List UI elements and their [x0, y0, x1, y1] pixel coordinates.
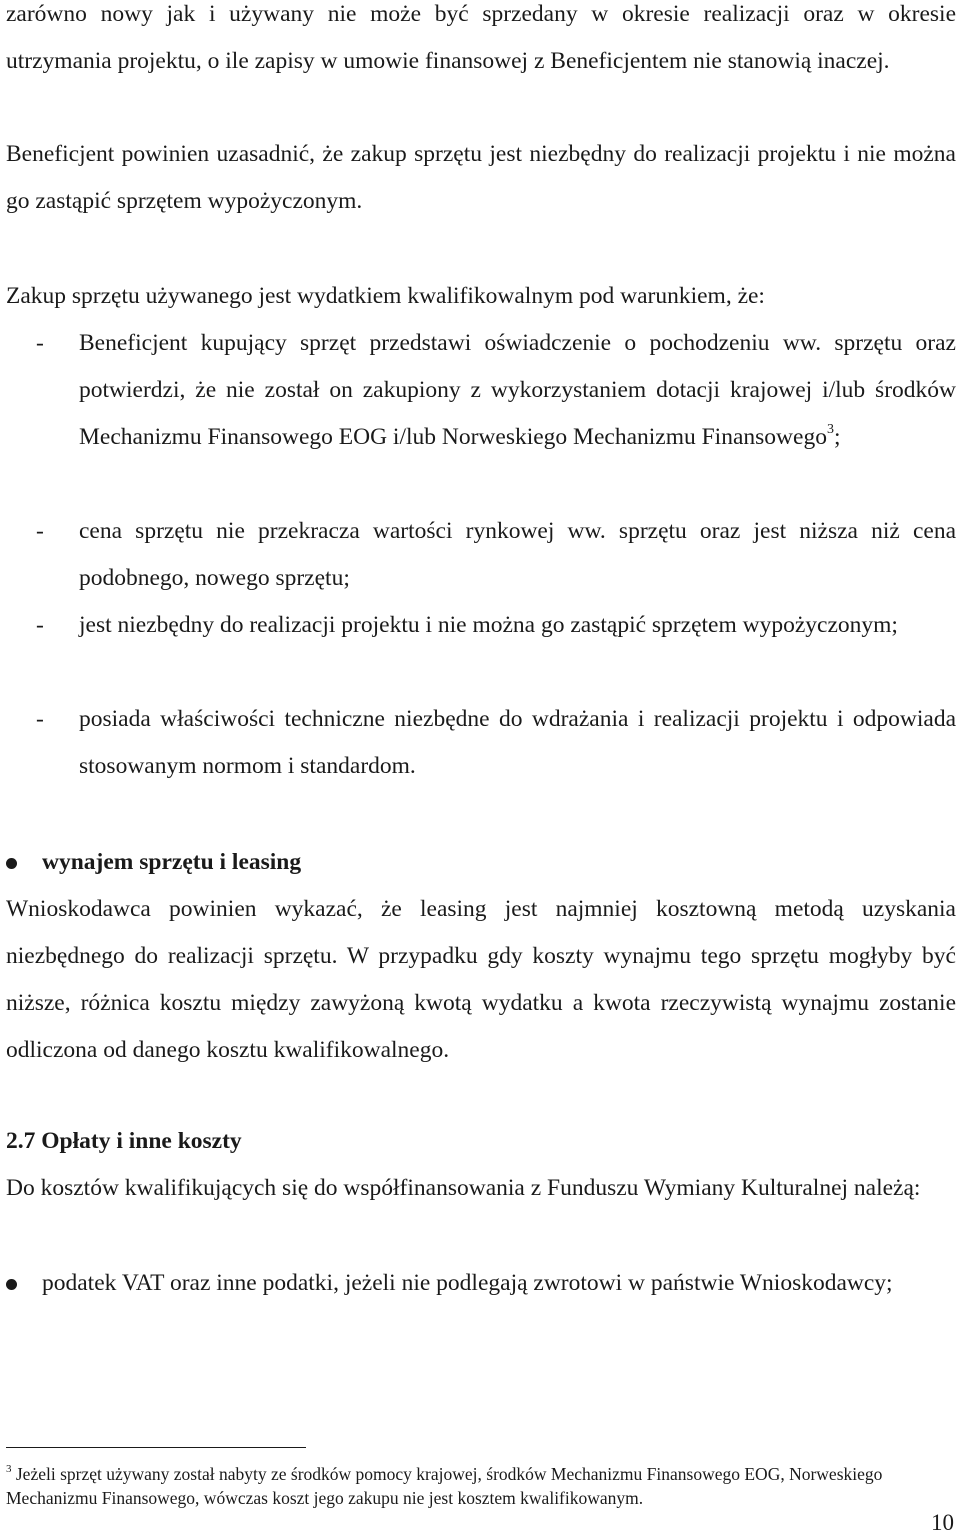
footnote-number: 3 [6, 1463, 12, 1475]
condition-suffix: ; [833, 424, 841, 450]
list-dash: - [36, 612, 44, 638]
paragraph-leasing: Wnioskodawca powinien wykazać, że leasing jest najmniej kosztowną metodą uzyskania niezbędnego do realizacji sprzętu. W przypadku gdy koszty wynajmu tego sprzętu mogłyby być niższe, różnica kosztu między zawyżoną kwotą wydatku a kwota rzeczywistą wynajmu zostanie odliczona od danego kosztu kwalifikowalnego. [6, 896, 956, 1063]
list-dash: - [36, 706, 44, 732]
condition-text: jest niezbędny do realizacji projektu i nie można go zastąpić sprzętem wypożyczonym; [79, 612, 898, 638]
bullet-icon [6, 858, 17, 869]
condition-text: posiada właściwości techniczne niezbędne do wdrażania i realizacji projektu i odpowiada stosowanym normom i standardom. [79, 706, 956, 779]
bullet-text-vat: podatek VAT oraz inne podatki, jeżeli nie podlegają zwrotowi w państwie Wnioskodawcy; [42, 1270, 893, 1296]
condition-text: cena sprzętu nie przekracza wartości rynkowej ww. sprzętu oraz jest niższa niż cena podobnego, nowego sprzętu; [79, 518, 956, 591]
condition-text-content: Beneficjent kupujący sprzęt przedstawi oświadczenie o pochodzeniu ww. sprzętu oraz potwierdzi, że nie został on zakupiony z wykorzystaniem dotacji krajowej i/lub środków Mechanizmu Finansowego EOG i/lub Norweskiego Mechanizmu Finansowego [79, 330, 956, 450]
footnote-reference: 3 [826, 422, 834, 437]
footnote-separator [6, 1447, 306, 1448]
paragraph-equipment-sale: zarówno nowy jak i używany nie może być sprzedany w okresie realizacji oraz w okresie utrzymania projektu, o ile zapisy w umowie finansowej z Beneficjentem nie stanowią inaczej. [6, 1, 956, 74]
bullet-icon [6, 1279, 17, 1290]
paragraph-used-equipment-intro: Zakup sprzętu używanego jest wydatkiem kwalifikowalnym pod warunkiem, że: [6, 283, 765, 309]
footnote-text: Jeżeli sprzęt używany został nabyty ze środków pomocy krajowej, środków Mechanizmu Finansowego EOG, Norweskiego Mechanizmu Finansowego, wówczas koszt jego zakupu nie jest kosztem kwalifikowanym. [6, 1464, 883, 1508]
paragraph-costs-intro: Do kosztów kwalifikujących się do współfinansowania z Funduszu Wymiany Kulturalnej należą: [6, 1175, 921, 1201]
section-heading-2-7: 2.7 Opłaty i inne koszty [6, 1128, 242, 1154]
condition-text [79, 320, 956, 461]
footnote [6, 1462, 956, 1510]
section-heading-leasing: wynajem sprzętu i leasing [42, 849, 302, 875]
list-dash: - [36, 518, 44, 544]
list-dash: - [36, 330, 44, 356]
paragraph-justification: Beneficjent powinien uzasadnić, że zakup sprzętu jest niezbędny do realizacji projektu i nie można go zastąpić sprzętem wypożyczonym. [6, 141, 956, 214]
page-number: 10 [931, 1510, 954, 1535]
